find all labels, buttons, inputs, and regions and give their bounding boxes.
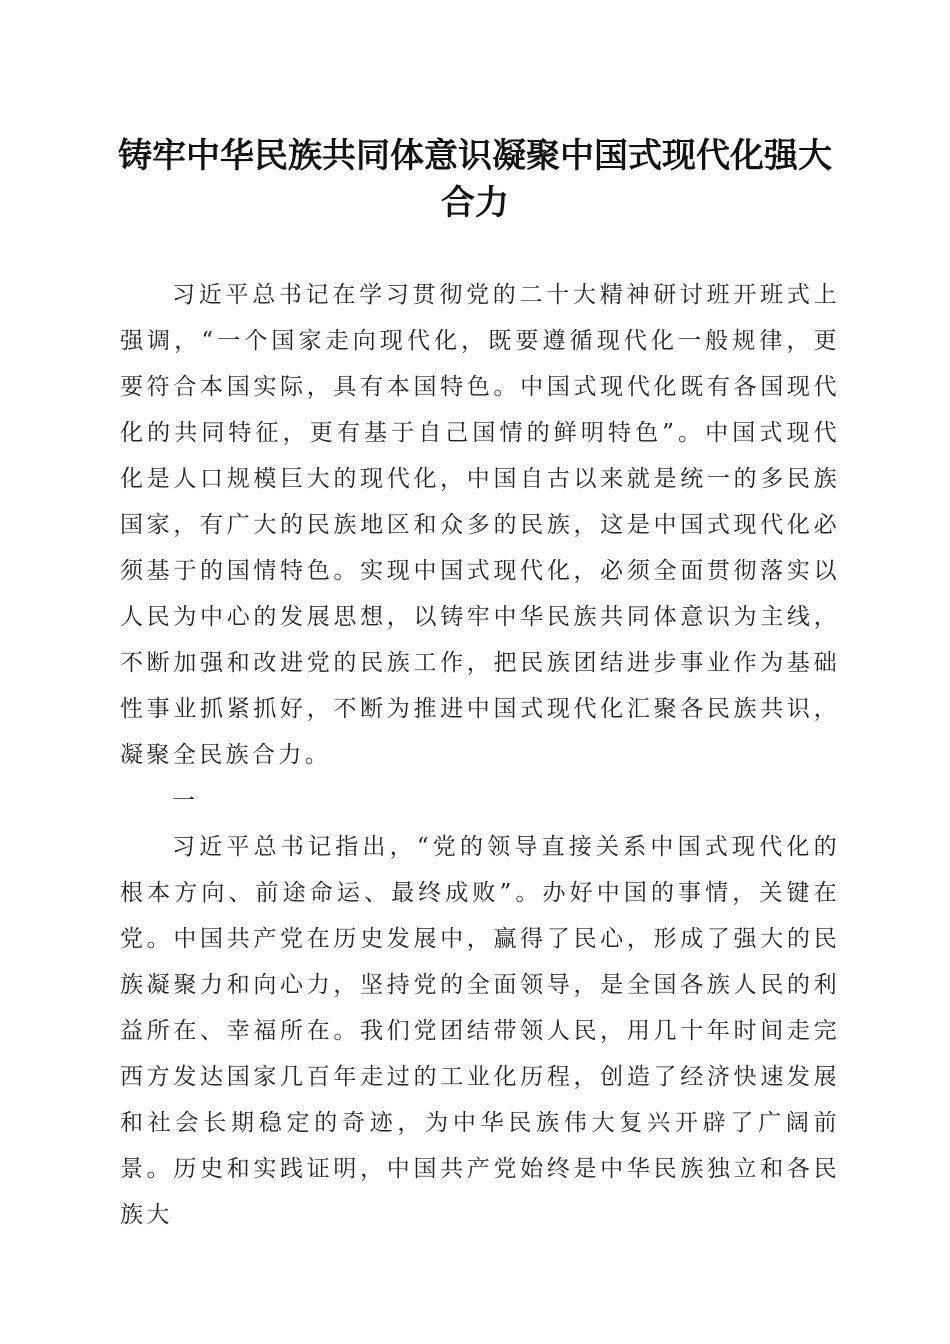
section-number-one: 一 bbox=[172, 788, 199, 814]
paragraph-section-one: 习近平总书记指出，“党的领导直接关系中国式现代化的根本方向、前途命运、最终成败”。办好中国的事情，关键在党。中国共产党在历史发展中，赢得了民心，形成了强大的民族凝聚力和向心力，坚持党的全面领导，是全国各族人民的利益所在、幸福所在。我们党团结带领人民，用几十年时间走完西方发达国家几百年走过的工业化历程，创造了经济快速发展和社会长期稳定的奇迹，为中华民族伟大复兴开辟了广阔前景。历史和实践证明，中国共产党始终是中华民族独立和各民族大 bbox=[120, 834, 840, 1228]
document-title: 铸牢中华民族共同体意识凝聚中国式现代化强大合力 bbox=[118, 136, 832, 223]
document-body bbox=[120, 272, 840, 1238]
paragraph-intro: 习近平总书记在学习贯彻党的二十大精神研讨班开班式上强调，“一个国家走向现代化，既要遵循现代化一般规律，更要符合本国实际，具有本国特色。中国式现代化既有各国现代化的共同特征，更有基于自己国情的鲜明特色”。中国式现代化是人口规模巨大的现代化，中国自古以来就是统一的多民族国家，有广大的民族地区和众多的民族，这是中国式现代化必须基于的国情特色。实现中国式现代化，必须全面贯彻落实以人民为中心的发展思想，以铸牢中华民族共同体意识为主线，不断加强和改进党的民族工作，把民族团结进步事业作为基础性事业抓紧抓好，不断为推进中国式现代化汇聚各民族共识，凝聚全民族合力。 bbox=[120, 282, 840, 768]
